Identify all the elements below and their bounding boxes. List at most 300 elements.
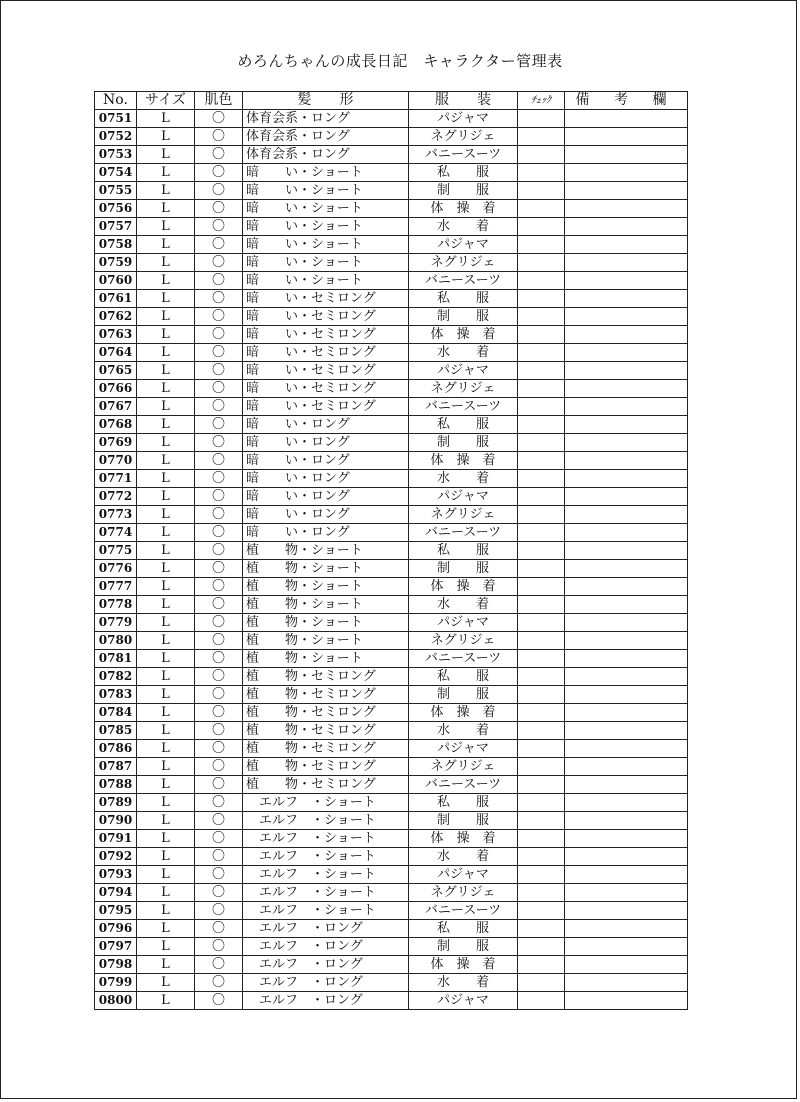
row-check [518,272,565,290]
row-outfit: ネグリジェ [409,506,518,524]
table-row [95,110,688,128]
row-remarks [565,434,688,452]
row-skin: 〇 [195,272,243,290]
row-hair: 暗 い・セミロング [243,362,409,380]
table-row [95,902,688,920]
row-skin: 〇 [195,740,243,758]
row-check [518,956,565,974]
row-outfit: ネグリジェ [409,254,518,272]
row-hair: 植 物・セミロング [243,740,409,758]
row-check [518,398,565,416]
row-outfit: 水 着 [409,974,518,992]
header-size: サイズ [137,92,195,110]
row-outfit: パジャマ [409,992,518,1010]
row-check [518,938,565,956]
row-hair: 暗 い・セミロング [243,308,409,326]
row-number: 0784 [95,704,137,722]
row-number: 0783 [95,686,137,704]
row-size: L [137,596,195,614]
row-number: 0752 [95,128,137,146]
row-hair: エルフ ・ショート [243,848,409,866]
row-number: 0763 [95,326,137,344]
row-hair: 植 物・セミロング [243,704,409,722]
row-check [518,362,565,380]
row-hair: エルフ ・ロング [243,974,409,992]
row-number: 0768 [95,416,137,434]
header-skin: 肌色 [195,92,243,110]
row-check [518,470,565,488]
row-check [518,704,565,722]
row-size: L [137,542,195,560]
row-outfit: 制 服 [409,812,518,830]
row-remarks [565,506,688,524]
row-outfit: 水 着 [409,344,518,362]
row-outfit: ネグリジェ [409,632,518,650]
row-remarks [565,164,688,182]
row-size: L [137,560,195,578]
row-remarks [565,632,688,650]
row-skin: 〇 [195,794,243,812]
row-hair: 植 物・セミロング [243,758,409,776]
row-number: 0764 [95,344,137,362]
row-skin: 〇 [195,668,243,686]
table-row [95,614,688,632]
row-number: 0762 [95,308,137,326]
row-size: L [137,920,195,938]
row-size: L [137,470,195,488]
row-hair: エルフ ・ショート [243,812,409,830]
row-check [518,830,565,848]
row-size: L [137,578,195,596]
row-remarks [565,812,688,830]
row-skin: 〇 [195,146,243,164]
row-size: L [137,218,195,236]
row-number: 0776 [95,560,137,578]
row-hair: エルフ ・ショート [243,794,409,812]
row-number: 0793 [95,866,137,884]
table-row [95,794,688,812]
row-check [518,650,565,668]
row-number: 0794 [95,884,137,902]
row-hair: 暗 い・ロング [243,506,409,524]
row-hair: 暗 い・ショート [243,182,409,200]
row-remarks [565,938,688,956]
row-size: L [137,452,195,470]
table-row [95,866,688,884]
row-check [518,758,565,776]
table-row [95,146,688,164]
table-row [95,218,688,236]
row-outfit: 制 服 [409,938,518,956]
row-outfit: 体 操 着 [409,956,518,974]
row-check [518,380,565,398]
row-remarks [565,758,688,776]
row-hair: 暗 い・ショート [243,272,409,290]
row-skin: 〇 [195,326,243,344]
row-size: L [137,128,195,146]
row-remarks [565,398,688,416]
row-skin: 〇 [195,290,243,308]
table-row [95,830,688,848]
row-hair: エルフ ・ロング [243,938,409,956]
row-skin: 〇 [195,110,243,128]
row-remarks [565,776,688,794]
row-number: 0770 [95,452,137,470]
table-row [95,524,688,542]
row-number: 0775 [95,542,137,560]
row-size: L [137,974,195,992]
row-remarks [565,956,688,974]
row-outfit: パジャマ [409,236,518,254]
row-skin: 〇 [195,218,243,236]
row-remarks [565,254,688,272]
row-size: L [137,434,195,452]
row-number: 0756 [95,200,137,218]
row-remarks [565,542,688,560]
row-check [518,200,565,218]
table-row [95,164,688,182]
row-number: 0758 [95,236,137,254]
row-outfit: バニースーツ [409,902,518,920]
table-row [95,488,688,506]
header-remarks: 備 考 欄 [565,92,688,110]
row-remarks [565,344,688,362]
row-outfit: 私 服 [409,416,518,434]
row-remarks [565,272,688,290]
row-check [518,686,565,704]
row-number: 0787 [95,758,137,776]
row-number: 0798 [95,956,137,974]
table-row [95,884,688,902]
row-number: 0751 [95,110,137,128]
row-size: L [137,272,195,290]
row-number: 0785 [95,722,137,740]
row-skin: 〇 [195,254,243,272]
row-size: L [137,686,195,704]
row-check [518,164,565,182]
row-hair: 植 物・ショート [243,542,409,560]
header-row [95,92,688,110]
row-check [518,128,565,146]
row-hair: 植 物・ショート [243,614,409,632]
row-hair: エルフ ・ショート [243,884,409,902]
row-hair: 暗 い・ロング [243,416,409,434]
row-skin: 〇 [195,956,243,974]
row-check [518,596,565,614]
table-row [95,596,688,614]
table-row [95,236,688,254]
row-outfit: 水 着 [409,848,518,866]
table-row [95,542,688,560]
row-outfit: 制 服 [409,434,518,452]
table-row [95,200,688,218]
row-skin: 〇 [195,578,243,596]
row-check [518,722,565,740]
row-outfit: パジャマ [409,740,518,758]
row-hair: 暗 い・ロング [243,524,409,542]
row-check [518,884,565,902]
row-skin: 〇 [195,650,243,668]
row-number: 0771 [95,470,137,488]
row-number: 0765 [95,362,137,380]
row-outfit: 制 服 [409,560,518,578]
row-size: L [137,722,195,740]
row-size: L [137,362,195,380]
row-skin: 〇 [195,722,243,740]
row-outfit: ネグリジェ [409,758,518,776]
row-remarks [565,992,688,1010]
row-number: 0781 [95,650,137,668]
row-check [518,776,565,794]
row-remarks [565,452,688,470]
table-row [95,974,688,992]
row-remarks [565,380,688,398]
row-outfit: パジャマ [409,110,518,128]
row-size: L [137,254,195,272]
row-number: 0791 [95,830,137,848]
table-row [95,704,688,722]
row-outfit: 私 服 [409,794,518,812]
row-hair: 暗 い・ショート [243,200,409,218]
row-remarks [565,848,688,866]
table-row [95,758,688,776]
row-skin: 〇 [195,992,243,1010]
row-hair: 暗 い・ショート [243,218,409,236]
row-skin: 〇 [195,974,243,992]
row-number: 0761 [95,290,137,308]
row-hair: エルフ ・ロング [243,956,409,974]
row-hair: 植 物・セミロング [243,686,409,704]
table-row [95,812,688,830]
row-outfit: 体 操 着 [409,326,518,344]
row-check [518,794,565,812]
row-outfit: 私 服 [409,668,518,686]
row-size: L [137,164,195,182]
row-size: L [137,200,195,218]
row-number: 0799 [95,974,137,992]
row-outfit: パジャマ [409,488,518,506]
row-remarks [565,920,688,938]
row-outfit: 水 着 [409,218,518,236]
row-remarks [565,866,688,884]
row-skin: 〇 [195,812,243,830]
row-remarks [565,884,688,902]
row-check [518,992,565,1010]
row-number: 0774 [95,524,137,542]
row-outfit: パジャマ [409,614,518,632]
row-size: L [137,848,195,866]
row-hair: 暗 い・セミロング [243,290,409,308]
row-remarks [565,596,688,614]
row-size: L [137,740,195,758]
row-outfit: 体 操 着 [409,704,518,722]
row-number: 0795 [95,902,137,920]
row-number: 0777 [95,578,137,596]
table-row [95,470,688,488]
row-number: 0773 [95,506,137,524]
header-no: No. [95,92,137,110]
row-size: L [137,794,195,812]
row-hair: 植 物・ショート [243,632,409,650]
row-remarks [565,974,688,992]
row-check [518,146,565,164]
row-number: 0753 [95,146,137,164]
row-hair: 植 物・ショート [243,578,409,596]
row-size: L [137,344,195,362]
row-skin: 〇 [195,524,243,542]
row-skin: 〇 [195,200,243,218]
row-number: 0788 [95,776,137,794]
row-number: 0800 [95,992,137,1010]
row-check [518,560,565,578]
row-number: 0780 [95,632,137,650]
row-remarks [565,722,688,740]
row-hair: 暗 い・セミロング [243,344,409,362]
row-remarks [565,200,688,218]
row-hair: エルフ ・ロング [243,992,409,1010]
row-skin: 〇 [195,830,243,848]
row-remarks [565,416,688,434]
row-outfit: 制 服 [409,686,518,704]
row-outfit: 私 服 [409,920,518,938]
row-remarks [565,182,688,200]
row-remarks [565,740,688,758]
row-remarks [565,488,688,506]
table-row [95,668,688,686]
row-hair: 体育会系・ロング [243,146,409,164]
row-skin: 〇 [195,614,243,632]
row-size: L [137,380,195,398]
row-size: L [137,884,195,902]
row-skin: 〇 [195,182,243,200]
table-row [95,326,688,344]
table-row [95,434,688,452]
row-skin: 〇 [195,398,243,416]
row-hair: 植 物・ショート [243,650,409,668]
row-outfit: 私 服 [409,164,518,182]
row-hair: 体育会系・ロング [243,110,409,128]
row-remarks [565,146,688,164]
row-skin: 〇 [195,776,243,794]
header-outfit: 服 装 [409,92,518,110]
row-check [518,866,565,884]
row-hair: 暗 い・ロング [243,470,409,488]
row-hair: 暗 い・ロング [243,452,409,470]
row-outfit: 水 着 [409,470,518,488]
row-skin: 〇 [195,164,243,182]
table-row [95,416,688,434]
row-size: L [137,668,195,686]
row-check [518,974,565,992]
row-skin: 〇 [195,596,243,614]
row-size: L [137,236,195,254]
table-row [95,308,688,326]
row-skin: 〇 [195,470,243,488]
row-size: L [137,776,195,794]
row-check [518,848,565,866]
row-remarks [565,614,688,632]
table-row [95,938,688,956]
row-outfit: 制 服 [409,182,518,200]
row-check [518,254,565,272]
row-remarks [565,362,688,380]
table-row [95,776,688,794]
row-skin: 〇 [195,902,243,920]
row-size: L [137,830,195,848]
row-check [518,290,565,308]
row-number: 0754 [95,164,137,182]
row-skin: 〇 [195,632,243,650]
row-remarks [565,128,688,146]
row-number: 0759 [95,254,137,272]
row-check [518,110,565,128]
table-row [95,560,688,578]
row-hair: 体育会系・ロング [243,128,409,146]
row-check [518,668,565,686]
row-remarks [565,110,688,128]
row-outfit: バニースーツ [409,146,518,164]
row-check [518,218,565,236]
row-check [518,344,565,362]
row-number: 0766 [95,380,137,398]
table-row [95,740,688,758]
row-outfit: 体 操 着 [409,452,518,470]
table-row [95,344,688,362]
row-size: L [137,326,195,344]
row-check [518,434,565,452]
row-check [518,506,565,524]
row-remarks [565,668,688,686]
table-row [95,956,688,974]
header-hair: 髪 形 [243,92,409,110]
table-row [95,848,688,866]
row-size: L [137,992,195,1010]
row-remarks [565,524,688,542]
row-remarks [565,704,688,722]
row-number: 0755 [95,182,137,200]
row-remarks [565,308,688,326]
row-size: L [137,704,195,722]
row-number: 0792 [95,848,137,866]
table-row [95,506,688,524]
row-skin: 〇 [195,542,243,560]
row-outfit: パジャマ [409,866,518,884]
row-skin: 〇 [195,434,243,452]
row-size: L [137,290,195,308]
row-outfit: 制 服 [409,308,518,326]
row-outfit: 水 着 [409,722,518,740]
row-skin: 〇 [195,308,243,326]
row-hair: 植 物・セミロング [243,722,409,740]
row-remarks [565,236,688,254]
row-remarks [565,290,688,308]
row-number: 0779 [95,614,137,632]
table-row [95,632,688,650]
row-size: L [137,938,195,956]
table-row [95,578,688,596]
table-row [95,128,688,146]
row-number: 0796 [95,920,137,938]
table-row [95,722,688,740]
row-number: 0790 [95,812,137,830]
row-skin: 〇 [195,362,243,380]
row-check [518,812,565,830]
row-check [518,614,565,632]
table-row [95,992,688,1010]
row-remarks [565,470,688,488]
row-check [518,236,565,254]
row-check [518,326,565,344]
